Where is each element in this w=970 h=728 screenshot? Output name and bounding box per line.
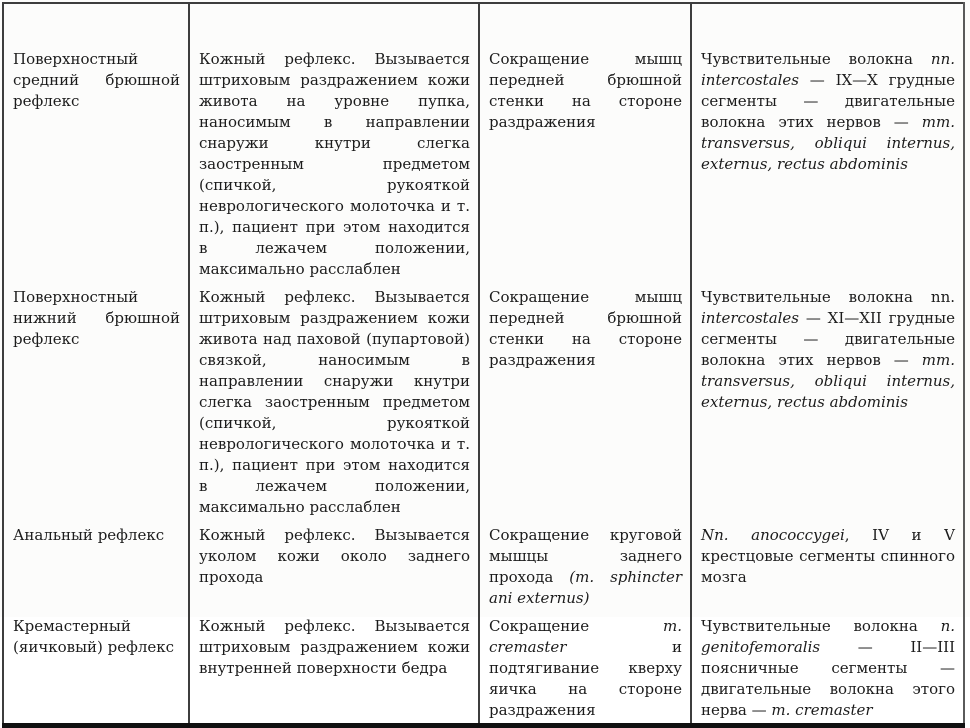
latin-term: mm. transversus, obliqui internus, externus, rectus abdominis [701, 113, 955, 173]
latin-term: mm. transversus, obliqui internus, externus, rectus abdominis [701, 351, 955, 411]
table-cell [3, 44, 189, 282]
cell-text: Кожный рефлекс. Вызывается штриховым раздражением кожи живота на уровне пупка, наносимым в направлении снаружи кнутри слегка заостренным предметом (спичкой, рукояткой неврологического молоточка и т. п.), пациент при этом находится в лежачем положении, максимально расслаблен [199, 50, 470, 278]
cell-text: Чувствительные волокна [701, 50, 931, 68]
latin-term: (m. sphincter ani externus) [489, 568, 682, 607]
table-cell [479, 282, 691, 520]
table-cell [189, 611, 479, 726]
cell-text: Сокращение мышц передней брюшной стенки на стороне раздражения [489, 50, 682, 131]
table-cell [691, 520, 964, 611]
header-spacer-row [3, 3, 964, 44]
table-cell [3, 282, 189, 520]
table-cell [479, 611, 691, 726]
table-cell [189, 282, 479, 520]
cell-text: — XI—XII грудные сегменты — двигательные волокна этих нервов — [701, 309, 955, 369]
cell-text: Чувствительные волокна nn. [701, 288, 955, 306]
table-cell [479, 520, 691, 611]
header-spacer-cell [691, 3, 964, 44]
reflex-table-body [3, 3, 964, 726]
table-cell [3, 520, 189, 611]
table-cell [479, 44, 691, 282]
header-spacer-cell [479, 3, 691, 44]
table-row [3, 282, 964, 520]
cell-text: Сокращение [489, 617, 663, 635]
cell-text: Сокращение круговой мышцы заднего прохода [489, 526, 682, 586]
header-spacer-cell [189, 3, 479, 44]
cell-text: , IV и V крестцовые сегменты спинного мозга [701, 526, 955, 586]
table-cell [691, 611, 964, 726]
cell-text: Кожный рефлекс. Вызывается штриховым раздражением кожи живота над паховой (пупартовой) связкой, наносимым в направлении снаружи кнутри слегка заостренным предметом (спичкой, рукояткой неврологического молоточка и т. п.), пациент при этом находится в лежачем положении, максимально расслаблен [199, 288, 470, 516]
cell-text: Сокращение мышц передней брюшной стенки на стороне раздражения [489, 288, 682, 369]
latin-term: nn. intercostales [701, 50, 955, 89]
latin-term: n. genitofemoralis [701, 617, 955, 656]
cell-text: Поверхностный средний брюшной рефлекс [13, 50, 180, 110]
latin-term: intercostales [701, 309, 800, 327]
cell-text: Анальный рефлекс [13, 526, 165, 544]
table-row [3, 44, 964, 282]
table-cell [3, 611, 189, 726]
table-cell [691, 44, 964, 282]
table-row [3, 520, 964, 611]
table-row [3, 611, 964, 726]
cell-text: Кожный рефлекс. Вызывается уколом кожи около заднего прохода [199, 526, 470, 586]
reflex-table [2, 2, 965, 728]
cell-text: Чувствительные волокна [701, 617, 941, 635]
cell-text: и подтягивание кверху яичка на стороне раздражения [489, 638, 682, 719]
cell-text: Кремастерный (яичковый) рефлекс [13, 617, 175, 656]
latin-term: Nn. anococcygei [701, 526, 845, 544]
cell-text: Поверхностный нижний брюшной рефлекс [13, 288, 180, 348]
cell-text: Кожный рефлекс. Вызывается штриховым раздражением кожи внутренней поверхности бедра [199, 617, 470, 677]
cell-text: — IX—X грудные сегменты — двигательные волокна этих нервов — [701, 71, 955, 131]
latin-term: m. cremaster [489, 617, 682, 656]
header-spacer-cell [3, 3, 189, 44]
cell-text: — II—III поясничные сегменты — двигательные волокна этого нерва — [701, 638, 955, 719]
table-cell [189, 520, 479, 611]
table-cell [189, 44, 479, 282]
latin-term: m. cremaster [771, 701, 873, 719]
table-cell [691, 282, 964, 520]
